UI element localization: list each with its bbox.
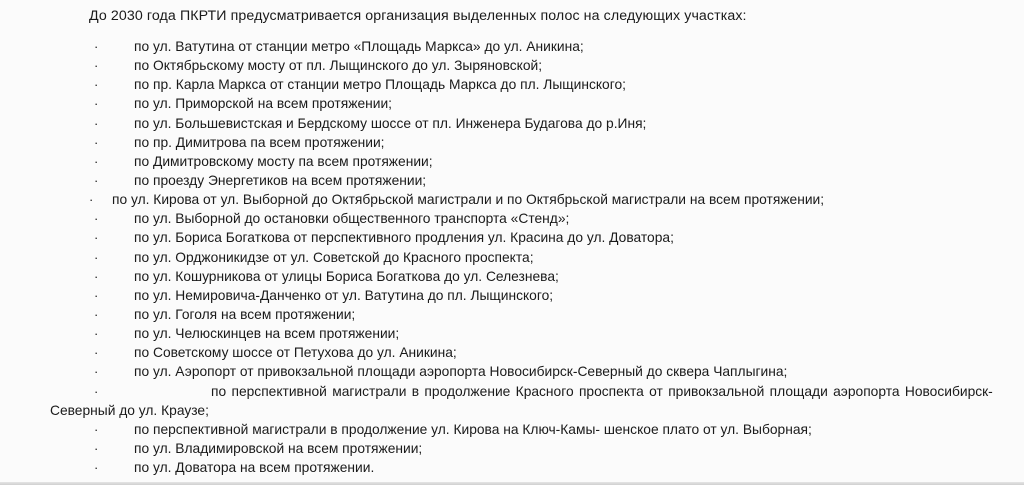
list-item-text: по ул. Большевистская и Бердскому шоссе от пл. Инженера Будагова до р.Иня; (134, 115, 647, 131)
bullet-icon: · (94, 96, 99, 112)
bullet-icon: · (94, 115, 99, 131)
bullet-icon: · (94, 440, 99, 456)
list-item-text: по ул. Владимировской на всем протяжении; (134, 440, 423, 456)
list-item (0, 228, 1024, 247)
list-item (0, 305, 1024, 324)
list-item (0, 267, 1024, 286)
intro-paragraph: До 2030 года ПКРТИ предусматривается организация выделенных полос на следующих участках: (89, 8, 747, 24)
list-item-text: по ул. Челюскинцев на всем протяжении; (134, 326, 400, 342)
list-item-text: по ул. Гоголя на всем протяжении; (134, 306, 356, 322)
bullet-icon: · (94, 460, 99, 476)
bullet-icon: · (94, 326, 99, 342)
list-item-text: по ул. Ватутина от станции метро «Площадь Маркса» до ул. Аникина; (134, 39, 584, 54)
list-item (0, 114, 1024, 133)
bullet-icon: · (94, 268, 99, 284)
bullet-icon: · (89, 192, 94, 208)
list-item (0, 362, 1024, 381)
list-item-continuation (0, 401, 1024, 420)
bullet-icon: · (94, 39, 99, 54)
list-item (0, 209, 1024, 228)
list-item (0, 94, 1024, 113)
list-item (0, 190, 1024, 209)
list-item-text: по ул. Бориса Богаткова от перспективного продления ул. Красина до ул. Доватора; (134, 230, 674, 246)
bullet-icon: · (94, 287, 99, 303)
route-list (0, 37, 1024, 477)
list-item-text: по Октябрьскому мосту от пл. Лыщинского до ул. Зыряновской; (134, 58, 543, 74)
list-item-text: Северный до ул. Краузе; (50, 402, 209, 418)
list-item (0, 458, 1024, 477)
bullet-icon: · (94, 77, 99, 93)
bullet-icon: · (94, 58, 99, 74)
list-item-text: по проезду Энергетиков на всем протяжении; (134, 172, 427, 188)
bullet-icon: · (94, 172, 99, 188)
list-item-text: по ул. Кирова от ул. Выборной до Октябрьской магистрали и по Октябрьской магистрали на всем протяжении; (112, 192, 825, 208)
list-item (0, 171, 1024, 190)
bullet-icon: · (94, 421, 99, 437)
bullet-icon: · (94, 306, 99, 322)
list-item (0, 248, 1024, 267)
bullet-icon: · (94, 153, 99, 169)
list-item (0, 382, 1024, 401)
list-item (0, 152, 1024, 171)
bullet-icon: · (94, 211, 99, 227)
list-item-text: по ул. Кошурникова от улицы Бориса Богаткова до ул. Селезнева; (134, 268, 559, 284)
list-item (0, 75, 1024, 94)
list-item (0, 133, 1024, 152)
bullet-icon: · (94, 383, 99, 399)
bullet-icon: · (94, 249, 99, 265)
list-item (0, 439, 1024, 458)
list-item-text: по ул. Приморской на всем протяжении; (134, 96, 392, 112)
bullet-icon: · (94, 364, 99, 380)
list-item-text: по Советскому шоссе от Петухова до ул. Аникина; (134, 345, 457, 361)
list-item (0, 56, 1024, 75)
list-item-text: по ул. Выборной до остановки общественного транспорта «Стенд»; (134, 211, 570, 227)
list-item-text: по пр. Димитрова па всем протяжении; (134, 134, 385, 150)
list-item (0, 37, 1024, 56)
list-item-text: по перспективной магистрали в продолжение ул. Кирова на Ключ-Камы- шенское плато от ул. Выборная; (134, 421, 812, 437)
bullet-icon: · (94, 230, 99, 246)
list-item-text: по Димитровскому мосту па всем протяжении; (134, 153, 433, 169)
list-item-text: по перспективной магистрали в продолжение Красного проспекта от привокзальной площади аэропорта Новосибирск- (211, 383, 993, 399)
bullet-icon: · (94, 345, 99, 361)
list-item (0, 343, 1024, 362)
list-item-text: по ул. Немировича-Данченко от ул. Ватутина до пл. Лыщинского; (134, 287, 554, 303)
list-item-text: по ул. Орджоникидзе от ул. Советской до Красного проспекта; (134, 249, 534, 265)
list-item-text: по пр. Карла Маркса от станции метро Площадь Маркса до пл. Лыщинского; (134, 77, 626, 93)
list-item-text: по ул. Аэропорт от привокзальной площади аэропорта Новосибирск-Северный до сквера Чаплыгина; (134, 364, 788, 380)
bullet-icon: · (94, 134, 99, 150)
list-item (0, 420, 1024, 439)
list-item (0, 324, 1024, 343)
list-item-text: по ул. Доватора на всем протяжении. (134, 460, 375, 476)
list-item (0, 286, 1024, 305)
